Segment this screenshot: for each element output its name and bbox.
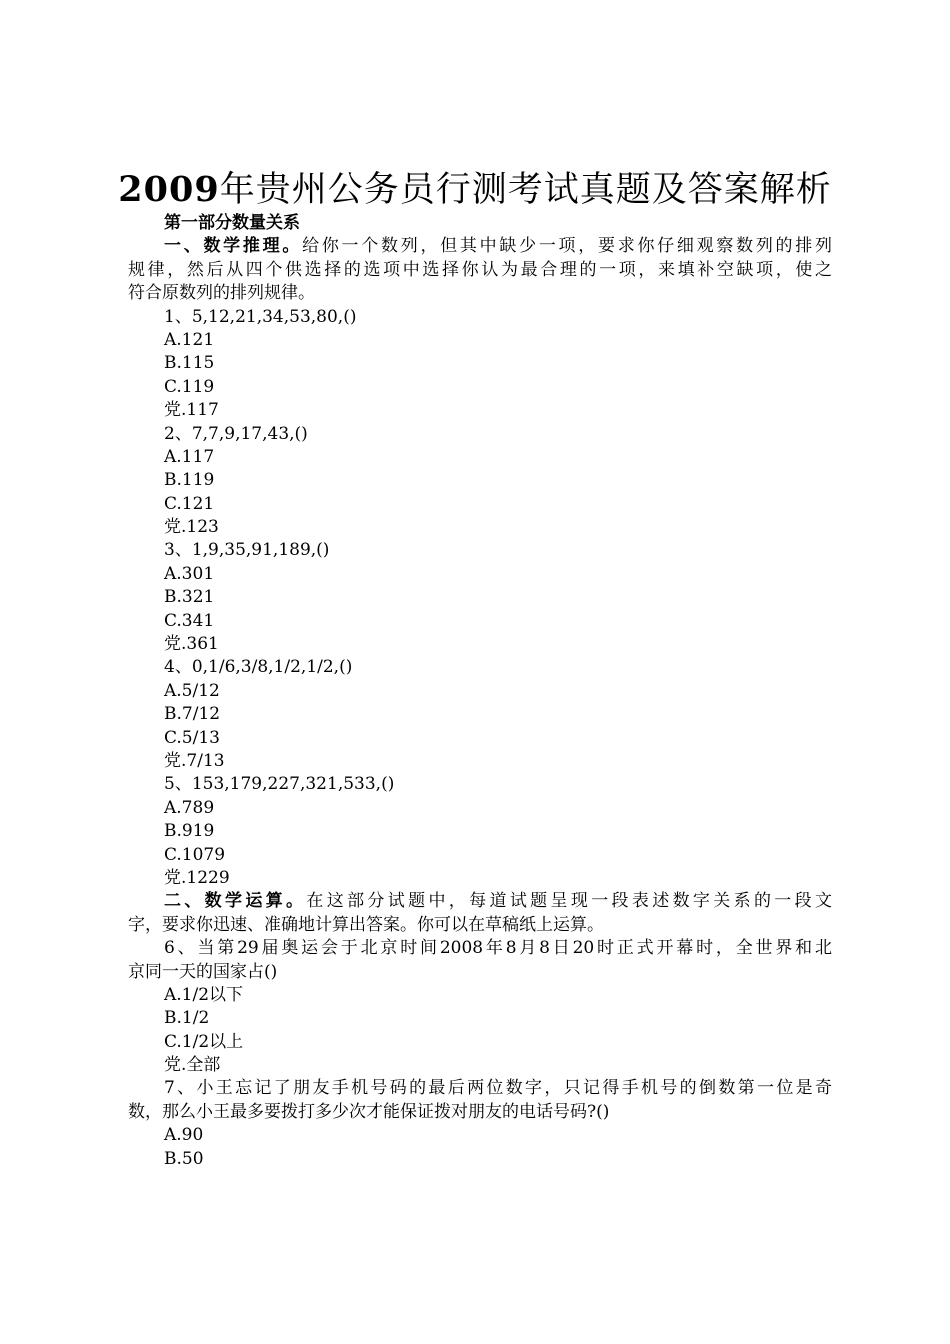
title-year: 2009	[118, 169, 220, 210]
part1-intro-line1	[128, 235, 832, 258]
part1-intro-line2: 规律，然后从四个供选择的选项中选择你认为最合理的一项，来填补空缺项，使之	[128, 259, 832, 280]
option-6b: B.1/2	[164, 1008, 210, 1029]
section-heading: 第一部分数量关系	[164, 213, 300, 233]
part2-intro-line2: 字，要求你迅速、准确地计算出答案。你可以在草稿纸上运算。	[128, 914, 604, 935]
part1-text: 给你一个数列，但其中缺少一项，要求你仔细观察数列的排列	[302, 236, 833, 257]
question-7-line2: 数，那么小王最多要拨打多少次才能保证拨对朋友的电话号码?()	[128, 1101, 610, 1122]
option-6d: 党.全部	[164, 1055, 221, 1076]
title-text: 年贵州公务员行测考试真题及答案解析	[219, 170, 832, 210]
question-6-line1: 6、当第29届奥运会于北京时间2008年8月8日20时正式开幕时，全世界和北	[164, 938, 832, 959]
option-4d: 党.7/13	[164, 750, 225, 771]
question-5: 5、153,179,227,321,533,()	[164, 774, 395, 795]
question-6-line2: 京同一天的国家占()	[128, 961, 278, 982]
option-3d: 党.361	[164, 634, 219, 655]
option-6c: C.1/2以上	[164, 1031, 244, 1052]
part2-text: 在这部分试题中，每道试题呈现一段表述数字关系的一段文	[306, 891, 832, 912]
option-5a: A.789	[164, 797, 215, 818]
part1-intro-line3: 符合原数列的排列规律。	[128, 283, 315, 304]
option-5c: C.1079	[164, 844, 226, 865]
page-title	[0, 168, 950, 212]
question-2: 2、7,7,9,17,43,()	[164, 423, 308, 444]
option-7b: B.50	[164, 1148, 204, 1169]
option-2c: C.121	[164, 493, 215, 514]
option-1a: A.121	[164, 329, 215, 350]
option-4c: C.5/13	[164, 727, 220, 748]
part2-heading: 二、数学运算。	[164, 891, 307, 912]
question-4: 4、0,1/6,3/8,1/2,1/2,()	[164, 657, 353, 678]
part2-intro-line1	[128, 890, 832, 913]
option-1c: C.119	[164, 376, 215, 397]
option-3a: A.301	[164, 563, 215, 584]
option-5b: B.919	[164, 821, 215, 842]
question-7-line1: 7、小王忘记了朋友手机号码的最后两位数字，只记得手机号的倒数第一位是奇	[164, 1078, 832, 1099]
option-7a: A.90	[164, 1125, 204, 1146]
question-3: 3、1,9,35,91,189,()	[164, 540, 330, 561]
option-1b: B.115	[164, 353, 215, 374]
option-2b: B.119	[164, 470, 215, 491]
option-6a: A.1/2以下	[164, 984, 244, 1005]
option-4a: A.5/12	[164, 680, 220, 701]
document-body	[128, 212, 832, 1171]
part1-heading: 一、数学推理。	[164, 236, 303, 257]
option-5d: 党.1229	[164, 867, 230, 888]
option-1d: 党.117	[164, 400, 219, 421]
question-1: 1、5,12,21,34,53,80,()	[164, 306, 357, 327]
option-2a: A.117	[164, 446, 215, 467]
option-3c: C.341	[164, 610, 215, 631]
option-2d: 党.123	[164, 517, 219, 538]
option-4b: B.7/12	[164, 704, 221, 725]
option-3b: B.321	[164, 587, 215, 608]
